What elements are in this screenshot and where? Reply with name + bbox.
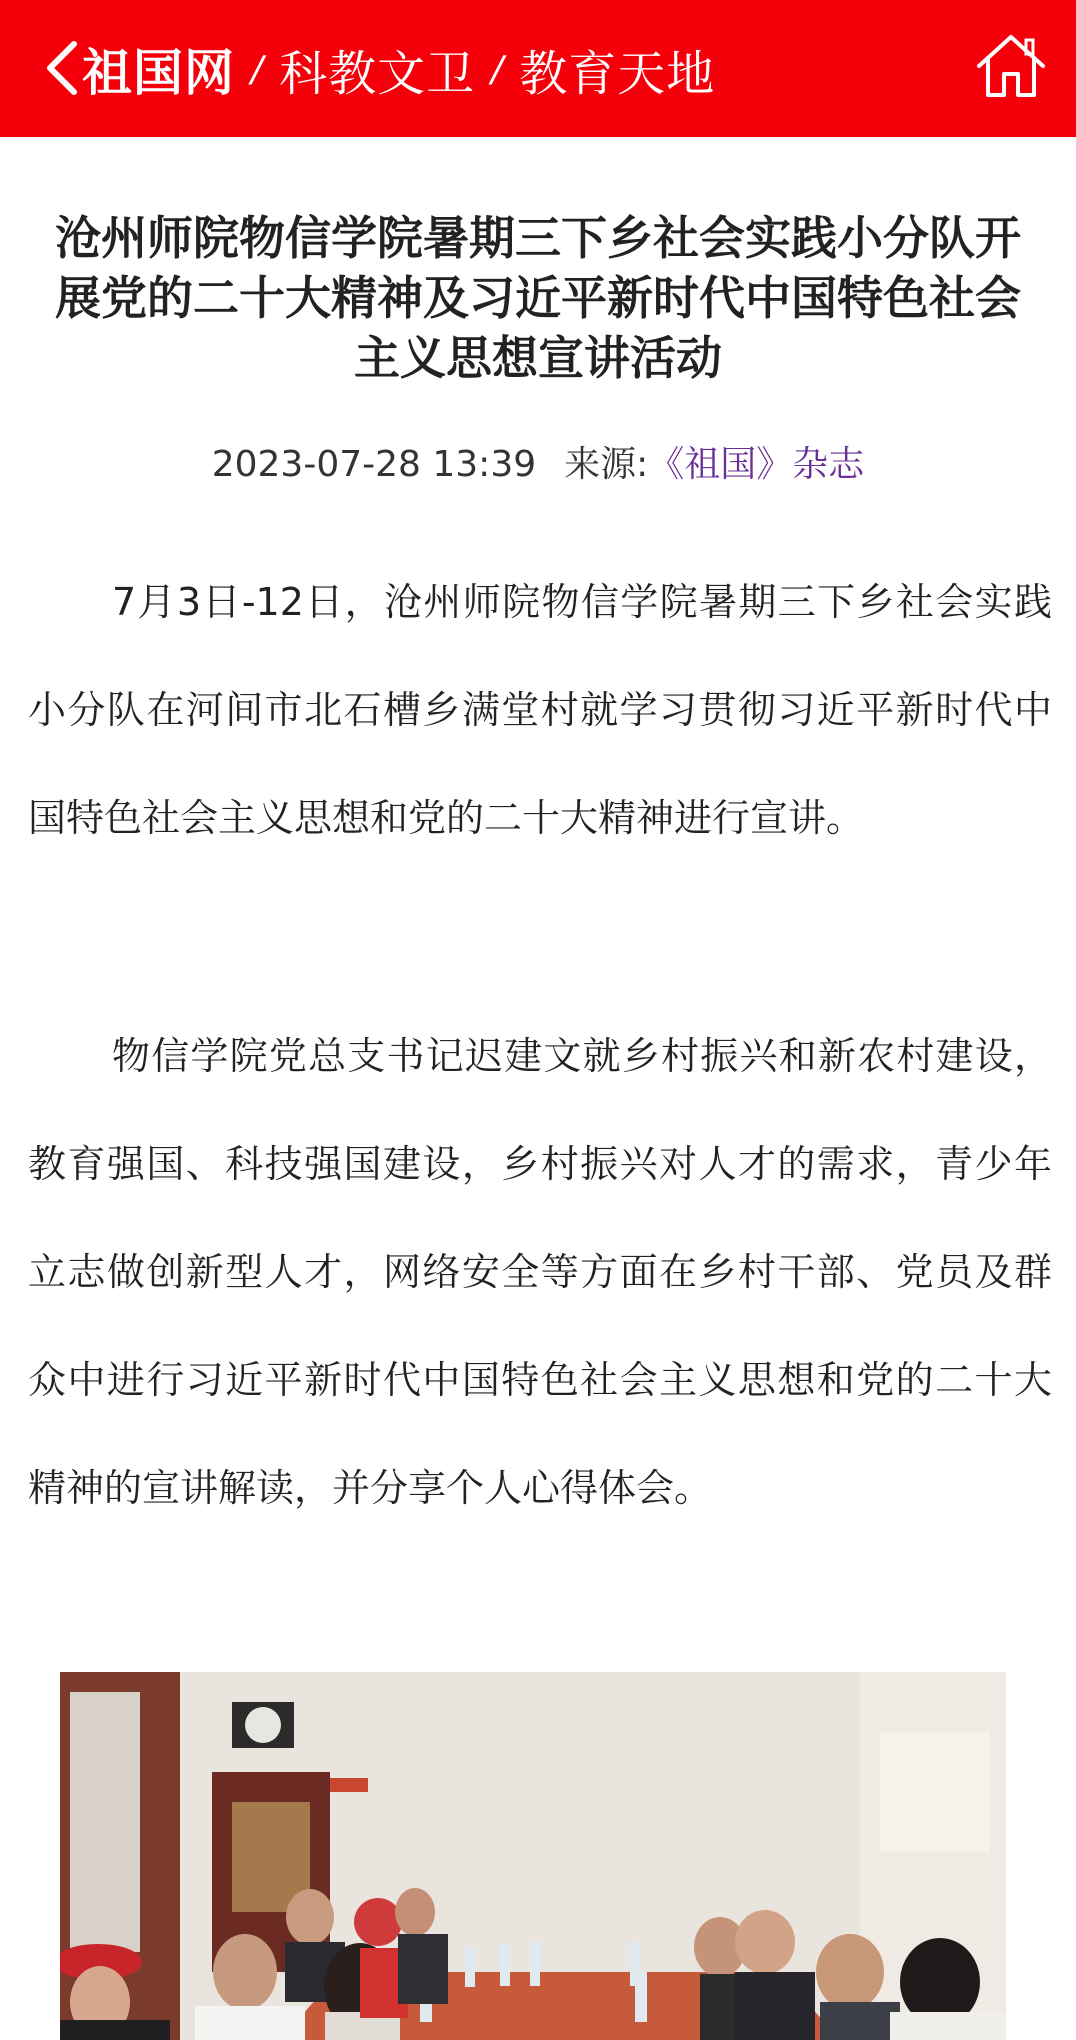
article-meta xyxy=(0,440,1076,490)
breadcrumb-section[interactable]: 科教文卫 xyxy=(279,45,476,102)
breadcrumb-subsection[interactable]: 教育天地 xyxy=(519,45,716,102)
top-bar xyxy=(0,0,1076,137)
source-link[interactable]: 《祖国》杂志 xyxy=(648,444,865,485)
chevron-left-icon xyxy=(40,38,84,98)
article-title: 沧州师院物信学院暑期三下乡社会实践小分队开展党的二十大精神及习近平新时代中国特色社会主义思想宣讲活动 xyxy=(55,211,1021,385)
article-paragraph: 7月3日-12日，沧州师院物信学院暑期三下乡社会实践小分队在河间市北石槽乡满堂村就学习贯彻习近平新时代中国特色社会主义思想和党的二十大精神进行宣讲。 xyxy=(28,580,1052,840)
breadcrumb-site[interactable]: 祖国网 xyxy=(82,44,235,102)
article-photo xyxy=(60,1672,1006,2040)
breadcrumb xyxy=(82,30,715,108)
home-icon xyxy=(974,32,1048,100)
back-button[interactable] xyxy=(40,38,84,98)
source-label: 来源: xyxy=(564,444,649,485)
breadcrumb-separator: / xyxy=(491,48,504,90)
publish-datetime: 2023-07-28 13:39 xyxy=(211,444,537,485)
meeting-photo xyxy=(60,1672,1006,2040)
article-paragraph: 物信学院党总支书记迟建文就乡村振兴和新农村建设，教育强国、科技强国建设，乡村振兴对人才的需求，青少年立志做创新型人才，网络安全等方面在乡村干部、党员及群众中进行习近平新时代中国特色社会主义思想和党的二十大精神的宣讲解读，并分享个人心得体会。 xyxy=(28,1034,1052,1510)
home-button[interactable] xyxy=(974,32,1048,100)
breadcrumb-separator: / xyxy=(251,48,264,90)
